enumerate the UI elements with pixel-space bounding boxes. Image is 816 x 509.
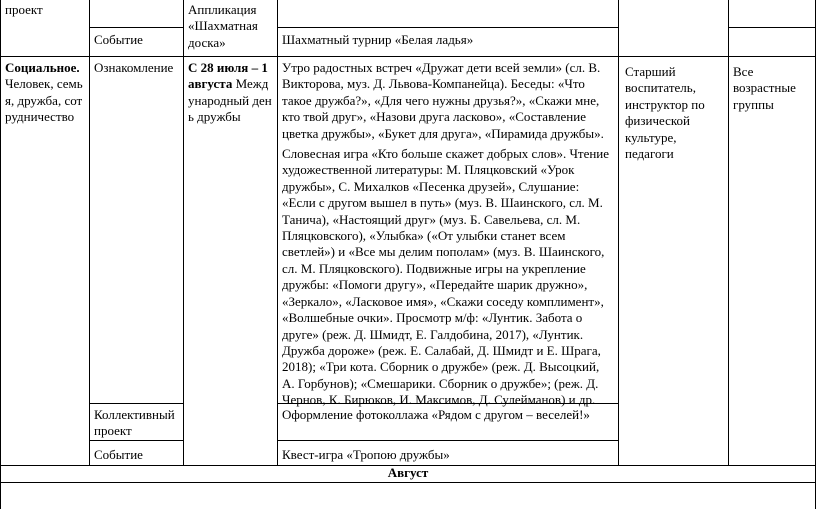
quest-cell: [278, 445, 618, 465]
content-paragraph-2: Словесная игра «Кто больше скажет добрых слов». Чтение художественной литературы: М. Пляцковский «Урок дружбы», С. Михалков «Песенка друзей», Слушание: «Если с другом вышел в путь» (муз. В. Шаинского, сл. М. Танича), «Настоящий друг» (муз. Б. Савельева, сл. М. Пляцковского), «Улыбка» («От улыбки станет всем светлей») и «Все мы делим пополам» (муз. В. Шаинского, сл. М. Пляцковского). Подвижные игры на укрепление дружбы: «Помоги другу», «Передайте шарик дружно», «Зеркало», «Ласковое имя», «Скажи соседу комплимент», «Волшебные очки». Просмотр м/ф: «Лунтик. Забота о друге» (реж. Д. Шмидт, Е. Галдобина, 2017), «Лунтик. Дружба дороже» (реж. Е. Салабай, Д. Шмидт и Е. Шрага, 2018); «Три кота. Сборник о дружбе» (реж. Д. Высоцкий, А. Горбунов); «Смешарики. Сборник о дружбе»; (реж. Д. Чернов, К. Бирюков, И. Максимов, Д. Сулейманов) и др.: [282, 146, 610, 408]
direction-title: Социальное.: [5, 60, 80, 75]
month-cell: [1, 465, 815, 483]
responsible-text: Старший воспитатель, инструктор по физической культуре, педагоги: [625, 64, 705, 162]
collective-label-cell: [90, 405, 183, 442]
chess-tournament-text: Шахматный турнир «Белая ладья»: [282, 32, 474, 47]
project-label-cell: [1, 0, 89, 20]
collective-label: Коллективный проект: [94, 407, 175, 439]
date-cell: [184, 58, 277, 128]
month-label: Август: [387, 465, 429, 480]
date-occasion: Международный день дружбы: [188, 76, 272, 125]
collage-text: Оформление фотоколлажа «Рядом с другом – веселей!»: [282, 407, 590, 422]
activity-type-cell: [90, 58, 183, 78]
event-label-cell-top: [90, 30, 183, 50]
groups-text: Все возрастные группы: [733, 64, 796, 112]
application-cell: [184, 0, 277, 53]
content-paragraph-1: Утро радостных встреч «Дружат дети всей земли» (сл. В. Викторова, муз. Д. Львова-Компанейца). Беседы: «Что такое дружба?», «Для чего нужны друзья?», «Скажи мне, кто твой друг», «Назови друга ласково», «Составление цветка дружбы», «Букет для друга», «Пирамида дружбы».: [282, 60, 604, 141]
direction-text: Человек, семья, дружба, сотрудничество: [5, 76, 83, 125]
date-range: С 28 июля – 1 августа: [188, 60, 268, 92]
project-label: проект: [5, 2, 43, 17]
chess-tournament-cell: [278, 30, 618, 50]
responsible-cell: [619, 62, 728, 164]
content-cell: [278, 58, 618, 411]
direction-cell: [1, 58, 89, 128]
quest-text: Квест-игра «Тропою дружбы»: [282, 447, 450, 462]
event-label-bottom: Событие: [94, 447, 143, 462]
groups-cell: [729, 62, 815, 115]
event-label-cell-bottom: [90, 445, 183, 465]
event-label-top: Событие: [94, 32, 143, 47]
activity-type: Ознакомление: [94, 60, 174, 75]
collage-cell: [278, 405, 618, 425]
application-text: Аппликация «Шахматная доска»: [188, 2, 258, 50]
